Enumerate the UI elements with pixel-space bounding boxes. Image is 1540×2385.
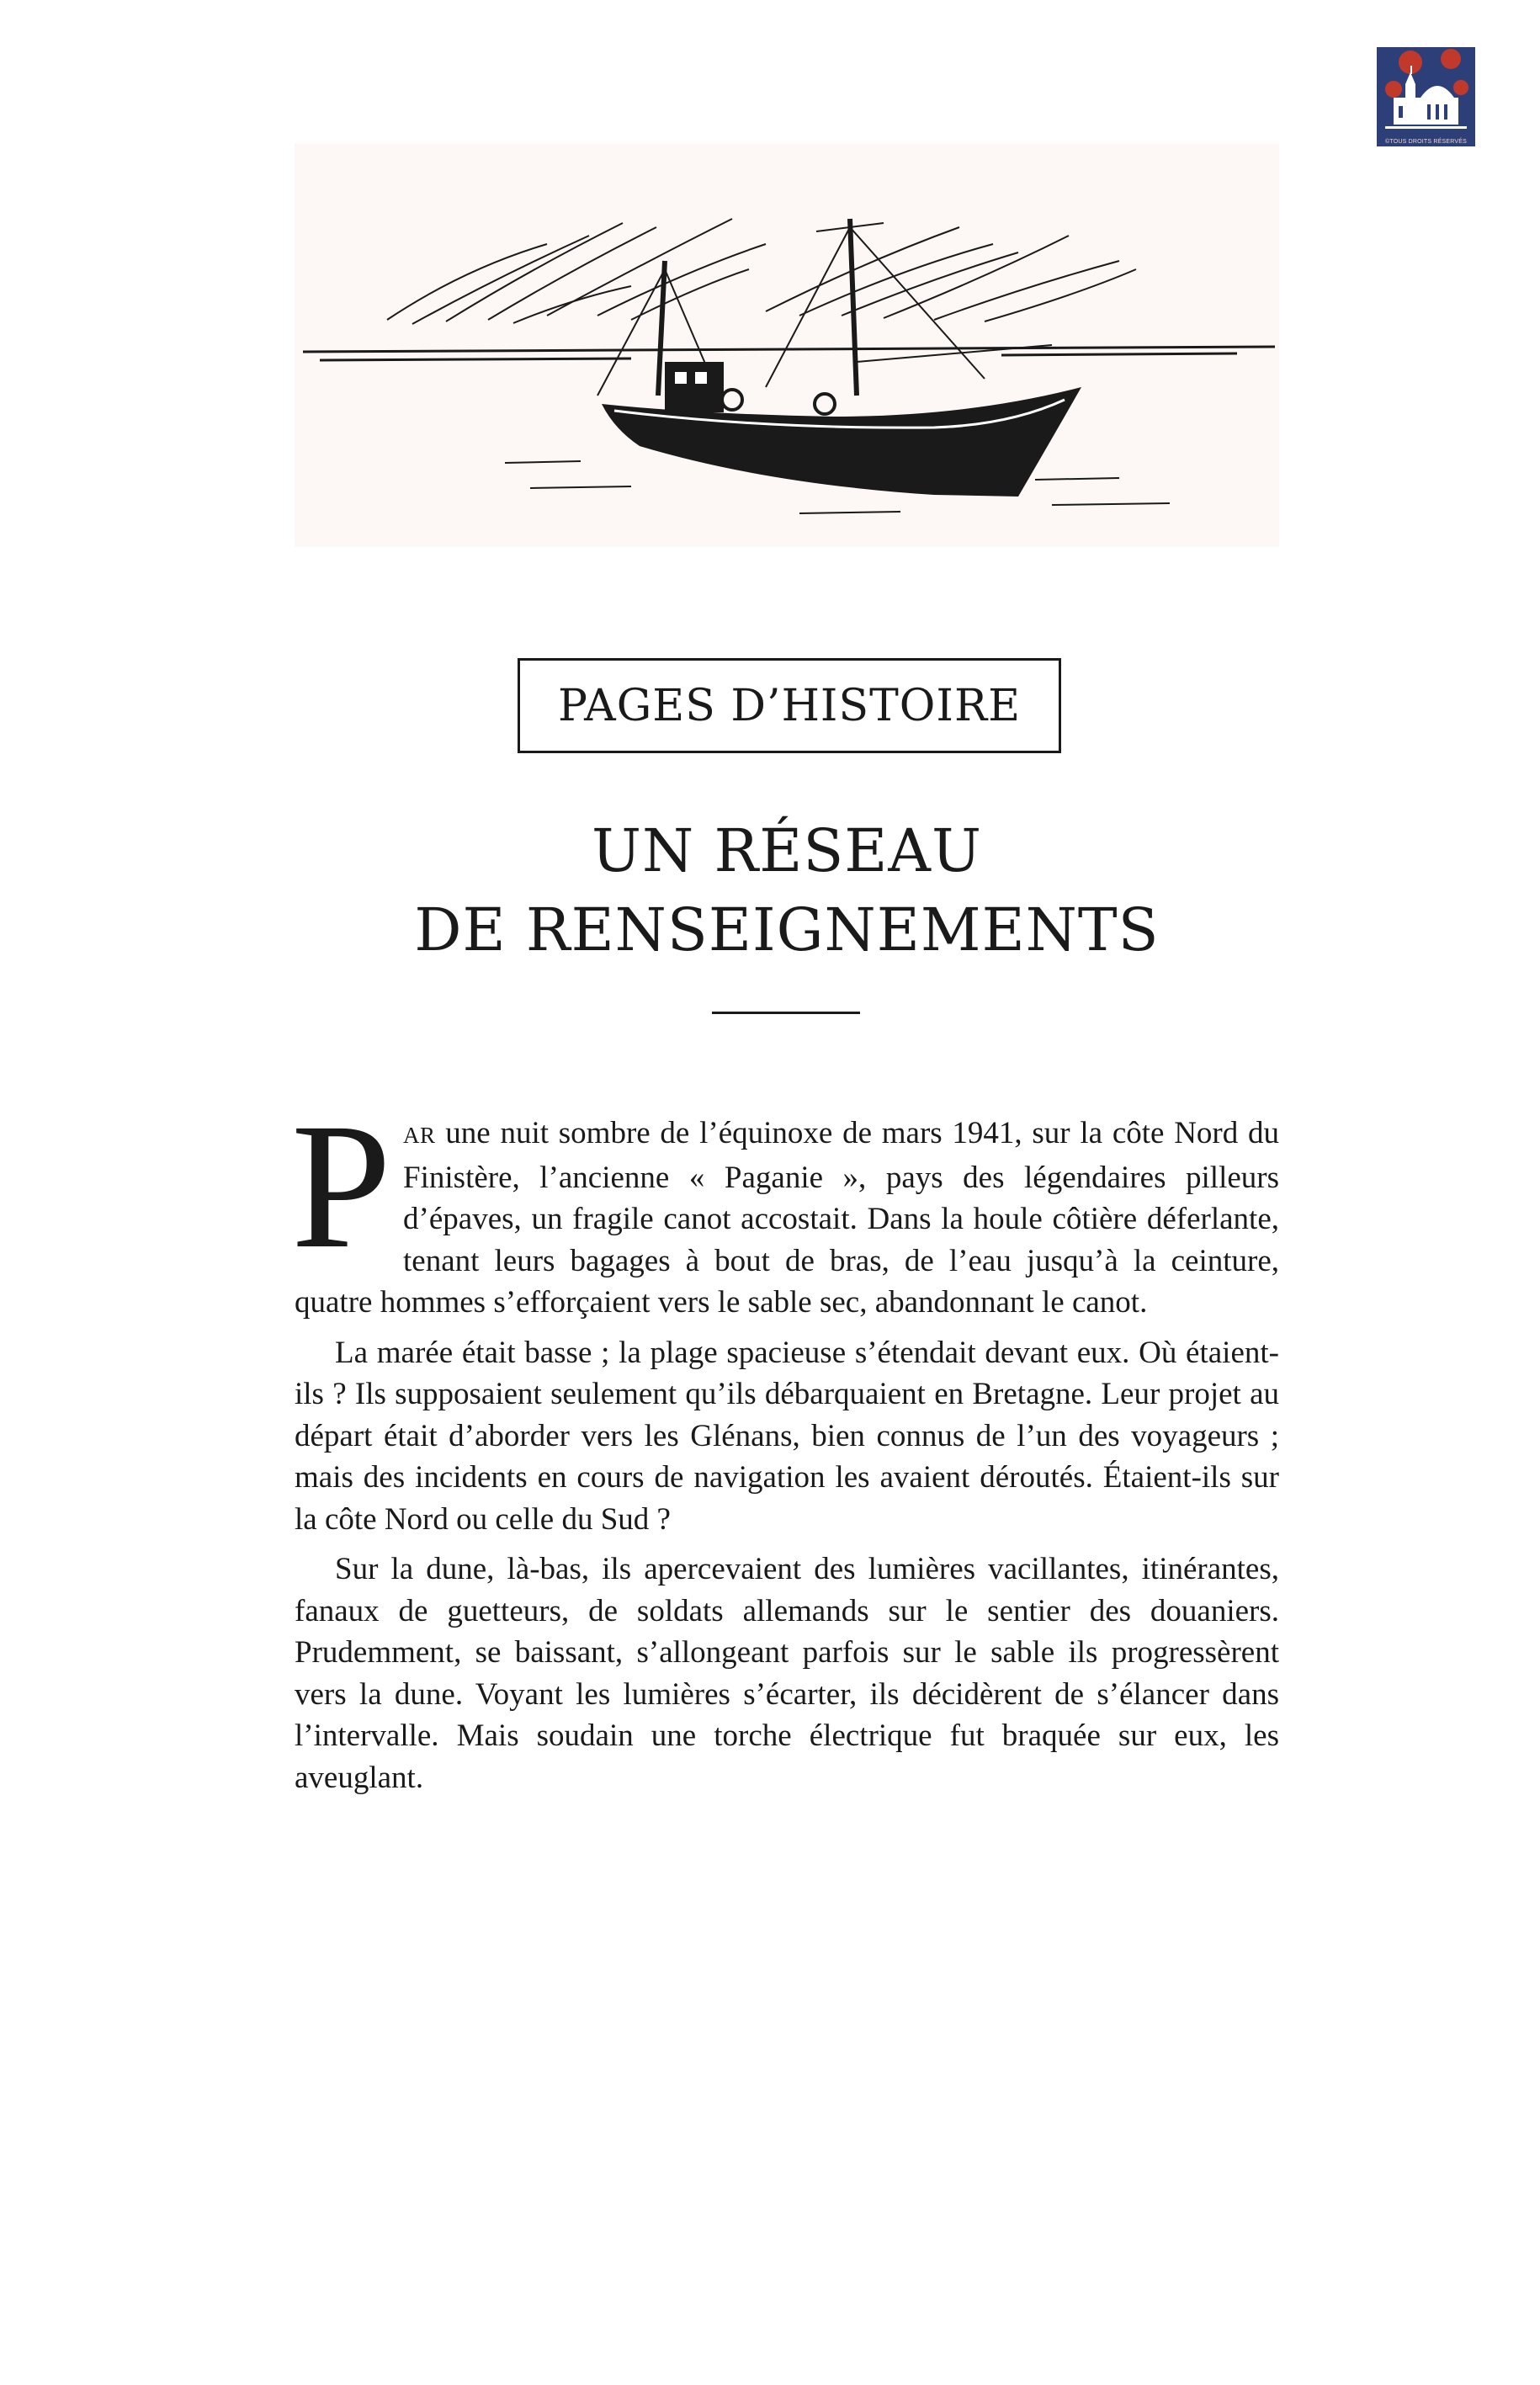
article-body [291, 1086, 1279, 1807]
section-label: PAGES D’HISTOIRE [557, 680, 1022, 731]
paragraph-1 [291, 1086, 1279, 1324]
paragraph-1-text: une nuit sombre de l’équinoxe de mars 1941, sur la côte Nord du Finistère, l’ancienne « Paganie », pays des légendaires pilleurs d’épaves, un fragile canot accostait. Dans la houle côtière déferlante, tenant leurs bagages à bout de bras, de l’eau jusqu’à la ceinture, quatre hommes s’efforçaient vers le sable sec, abandonnant le canot. [295, 1116, 1279, 1320]
paragraph-2: La marée était basse ; la plage spacieuse s’étendait devant eux. Où étaient-ils ? Ils supposaient seulement qu’ils débarquaient en Bretagne. Leur projet au départ était d’aborder vers les Glénans, bien connus de l’un des voyageurs ; mais des incidents en cours de navigation les avaient déroutés. Étaient-ils sur la côte Nord ou celle du Sud ? [295, 1335, 1279, 1537]
title-divider [712, 1012, 860, 1014]
page-title-line-1: UN RÉSEAU [592, 816, 982, 885]
paragraph-3: Sur la dune, là-bas, ils apercevaient des lumières vacillantes, itinérantes, fanaux de guetteurs, de soldats allemands sur le sentier des douaniers. Prudemment, se baissant, s’allongeant parfois sur le sable ils progressèrent vers la dune. Voyant les lumières s’écarter, ils décidèrent de s’élancer dans l’intervalle. Mais soudain une torche électrique fut braquée sur eux, les aveuglant. [295, 1552, 1279, 1795]
fishing-boat-engraving-icon [295, 143, 1279, 547]
church-dome-icon [1377, 47, 1475, 135]
page-title-line-2: DE RENSEIGNEMENTS [414, 895, 1160, 964]
drop-cap: P [291, 1086, 392, 1286]
section-label-box [518, 658, 1061, 753]
logo-caption: ©TOUS DROITS RÉSERVÉS [1384, 139, 1467, 145]
header-illustration [295, 143, 1279, 547]
lead-small-caps: AR [403, 1123, 436, 1148]
publisher-logo [1377, 47, 1475, 146]
